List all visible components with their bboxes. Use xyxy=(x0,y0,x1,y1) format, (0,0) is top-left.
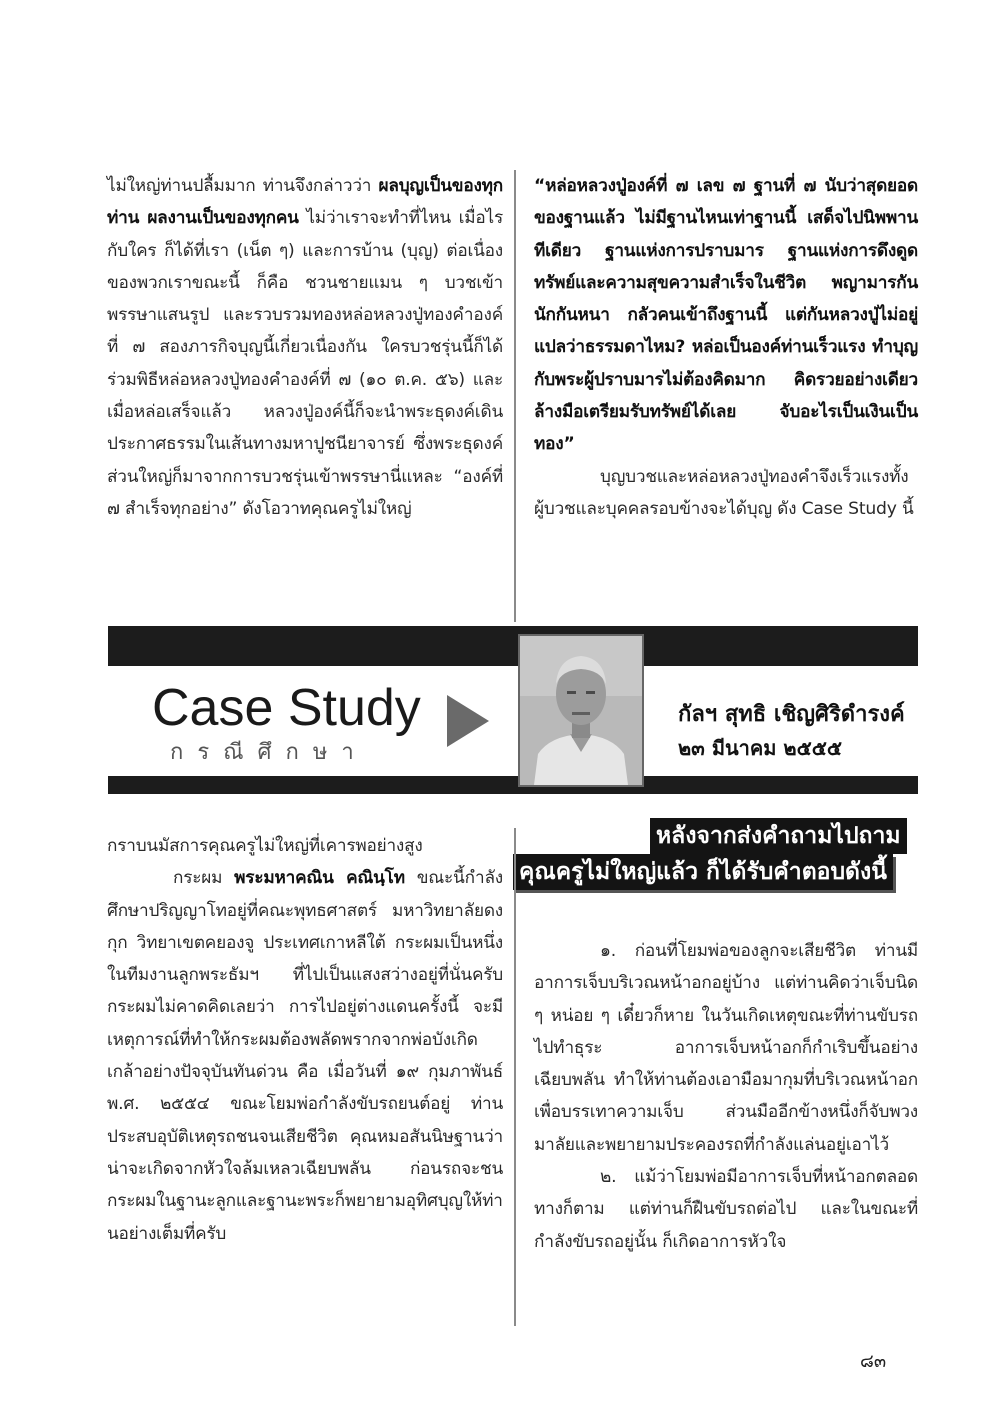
author-name: กัลฯ สุทธิ เชิญศิริดำรงค์ xyxy=(678,702,905,727)
bold-phrase: ผลบุญเป็นของทุกท่าน ผลงานเป็นของทุกคน xyxy=(107,176,503,229)
portrait-image xyxy=(520,636,642,785)
author-photo xyxy=(518,634,644,787)
answer-item-1: ๑. ก่อนที่โยมพ่อของลูกจะเสียชีวิต ท่านมีอาการเจ็บบริเวณหน้าอกอยู่บ้าง แต่ท่านคิดว่าเจ็บนิด ๆ หน่อย ๆ เดี๋ยวก็หาย ในวันเกิดเหตุขณะที่ท่านขับรถไปทำธุระ อาการเจ็บหน้าอกก็กำเริบขึ้นอย่างเฉียบพลัน ทำให้ท่านต้องเอามือมากุมที่บริเวณหน้าอกเพื่อบรรเทาความเจ็บ ส่วนมืออีกข้างหนึ่งก็จับพวงมาลัยและพยายามประคองรถที่กำลังแล่นอยู่เอาไว้ xyxy=(534,941,918,1155)
headline-line-2: คุณครูไม่ใหญ่แล้ว ก็ได้รับคำตอบดังนี้ xyxy=(513,854,893,890)
column-divider-top xyxy=(514,170,516,622)
answer-item-2: ๒. แม้ว่าโยมพ่อมีอาการเจ็บที่หน้าอกตลอดทางก็ตาม แต่ท่านก็ฝืนขับรถต่อไป และในขณะที่กำลังขับรถอยู่นั้น ก็เกิดอาการหัวใจ xyxy=(534,1167,918,1252)
monk-name: พระมหาคณิน คณินฺโท xyxy=(234,868,405,889)
bottom-left-column xyxy=(107,830,503,1250)
bottom-right-column xyxy=(534,935,918,1258)
follow-paragraph: บุญบวชและหล่อหลวงปู่ทองคำจึงเร็วแรงทั้งผู้บวชและบุคคลรอบข้างจะได้บุญ ดัง Case Study นี้ xyxy=(534,466,914,519)
greeting: กราบนมัสการคุณครูไม่ใหญ่ที่เคารพอย่างสูง xyxy=(107,836,423,856)
column-divider-bottom xyxy=(514,828,516,1326)
banner-bar-bottom xyxy=(108,776,918,794)
play-arrow-icon xyxy=(447,695,489,747)
case-study-title: Case Study xyxy=(152,679,421,737)
top-left-column xyxy=(107,170,503,525)
headline-line-1: หลังจากส่งคำถามไปถาม xyxy=(650,818,907,854)
top-right-column xyxy=(534,170,918,525)
letter-paragraph: กระผม พระมหาคณิน คณินฺโท ขณะนี้กำลังศึกษาปริญญาโทอยู่ที่คณะพุทธศาสตร์ มหาวิทยาลัยดงกุก วิทยาเขตคยองจู ประเทศเกาหลีใต้ กระผมเป็นหนึ่งในทีมงานลูกพระธัมฯ ที่ไปเป็นแสงสว่างอยู่ที่นั่นครับ กระผมไม่คาดคิดเลยว่า การไปอยู่ต่างแดนครั้งนี้ จะมีเหตุการณ์ที่ทำให้กระผมต้องพลัดพรากจากพ่อบังเกิดเกล้าอย่างปัจจุบันทันด่วน คือ เมื่อวันที่ ๑๙ กุมภาพันธ์ พ.ศ. ๒๕๕๔ ขณะโยมพ่อกำลังขับรถยนต์อยู่ ท่านประสบอุบัติเหตุรถชนจนเสียชีวิต คุณหมอสันนิษฐานว่าน่าจะเกิดจากหัวใจล้มเหลวเฉียบพลัน ก่อนรถจะชน กระผมในฐานะลูกและฐานะพระก็พยายามอุทิศบุญให้ท่านอย่างเต็มที่ครับ xyxy=(107,868,503,1244)
page-number: ๘๓ xyxy=(860,1351,887,1372)
banner-bar-top xyxy=(108,626,918,666)
author-date: ๒๓ มีนาคม ๒๕๕๕ xyxy=(678,736,843,760)
case-study-subtitle: กรณีศึกษา xyxy=(170,740,368,765)
bold-quote: “หล่อหลวงปู่องค์ที่ ๗ เลข ๗ ฐานที่ ๗ นับว่าสุดยอดของฐานแล้ว ไม่มีฐานไหนเท่าฐานนี้ เสด็จไปนิพพานทีเดียว ฐานแห่งการปราบมาร ฐานแห่งการดึงดูดทรัพย์และความสุขความสำเร็จในชีวิต พญามารกันนักกันหนา กลัวคนเข้าถึงฐานนี้ แต่กันหลวงปู่ไม่อยู่ แปลว่าธรรมดาไหม? หล่อเป็นองค์ท่านเร็วแรง ทำบุญกับพระผู้ปราบมารไม่ต้องคิดมาก คิดรวยอย่างเดียว ล้างมือเตรียมรับทรัพย์ได้เลย จับอะไรเป็นเงินเป็นทอง” xyxy=(534,176,918,455)
top-left-paragraph: ไม่ใหญ่ท่านปลื้มมาก ท่านจึงกล่าวว่า ผลบุญเป็นของทุกท่าน ผลงานเป็นของทุกคน ไม่ว่าเราจะทำที่ไหน เมื่อไร กับใคร ก็ได้ที่เรา (เน็ต ๆ) และการบ้าน (บุญ) ต่อเนื่องของพวกเราขณะนี้ ก็คือ ชวนชายแมน ๆ บวชเข้าพรรษาแสนรูป และรวบรวมทองหล่อหลวงปู่ทองคำองค์ที่ ๗ สองภารกิจบุญนี้เกี่ยวเนื่องกัน ใครบวชรุ่นนี้ก็ได้ร่วมพิธีหล่อหลวงปู่ทองคำองค์ที่ ๗ (๑๐ ต.ค. ๕๖) และเมื่อหล่อเสร็จแล้ว หลวงปู่องค์นี้ก็จะนำพระธุดงค์เดินประกาศธรรมในเส้นทางมหาปูชนียาจารย์ ซึ่งพระธุดงค์ส่วนใหญ่ก็มาจากการบวชรุ่นเข้าพรรษานี่แหละ “องค์ที่ ๗ สำเร็จทุกอย่าง” ดังโอวาทคุณครูไม่ใหญ่ xyxy=(107,176,504,519)
